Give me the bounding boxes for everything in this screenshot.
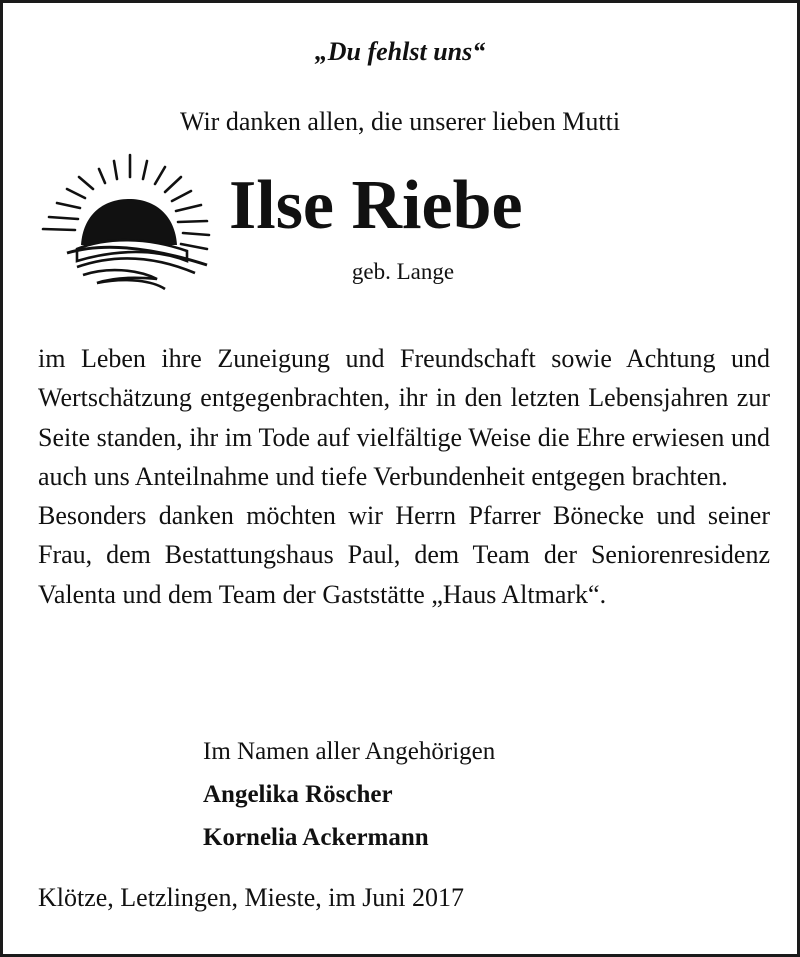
paragraph: Besonders danken möchten wir Herrn Pfarrer Bönecke und seiner Frau, dem Bestattungshaus Paul, dem Team der Seniorenresidenz Valenta und dem Team der Gaststätte „Haus Altmark“.	[38, 501, 770, 609]
place-and-date: Klötze, Letzlingen, Mieste, im Juni 2017	[38, 883, 465, 912]
birth-name: geb. Lange	[351, 259, 455, 284]
signature-intro: Im Namen aller Angehörigen	[203, 738, 496, 765]
thanks-text	[38, 339, 770, 614]
paragraph: im Leben ihre Zuneigung und Freundschaft sowie Achtung und Wertschätzung entgegenbrachten, ihr in den letzten Lebensjahren zur Seite standen, ihr im Tode auf vielfältige Weise die Ehre erwiesen und auch uns Anteilnahme und tiefe Verbundenheit entgegen brachten.	[38, 344, 770, 491]
signature-block	[203, 730, 495, 859]
signatory-name: Kornelia Ackermann	[203, 824, 429, 851]
signatory-name: Angelika Röscher	[203, 781, 393, 808]
motto: „Du fehlst uns“	[314, 37, 486, 66]
intro-line: Wir danken allen, die unserer lieben Mutti	[179, 107, 621, 136]
deceased-name: Ilse Riebe	[229, 167, 523, 244]
